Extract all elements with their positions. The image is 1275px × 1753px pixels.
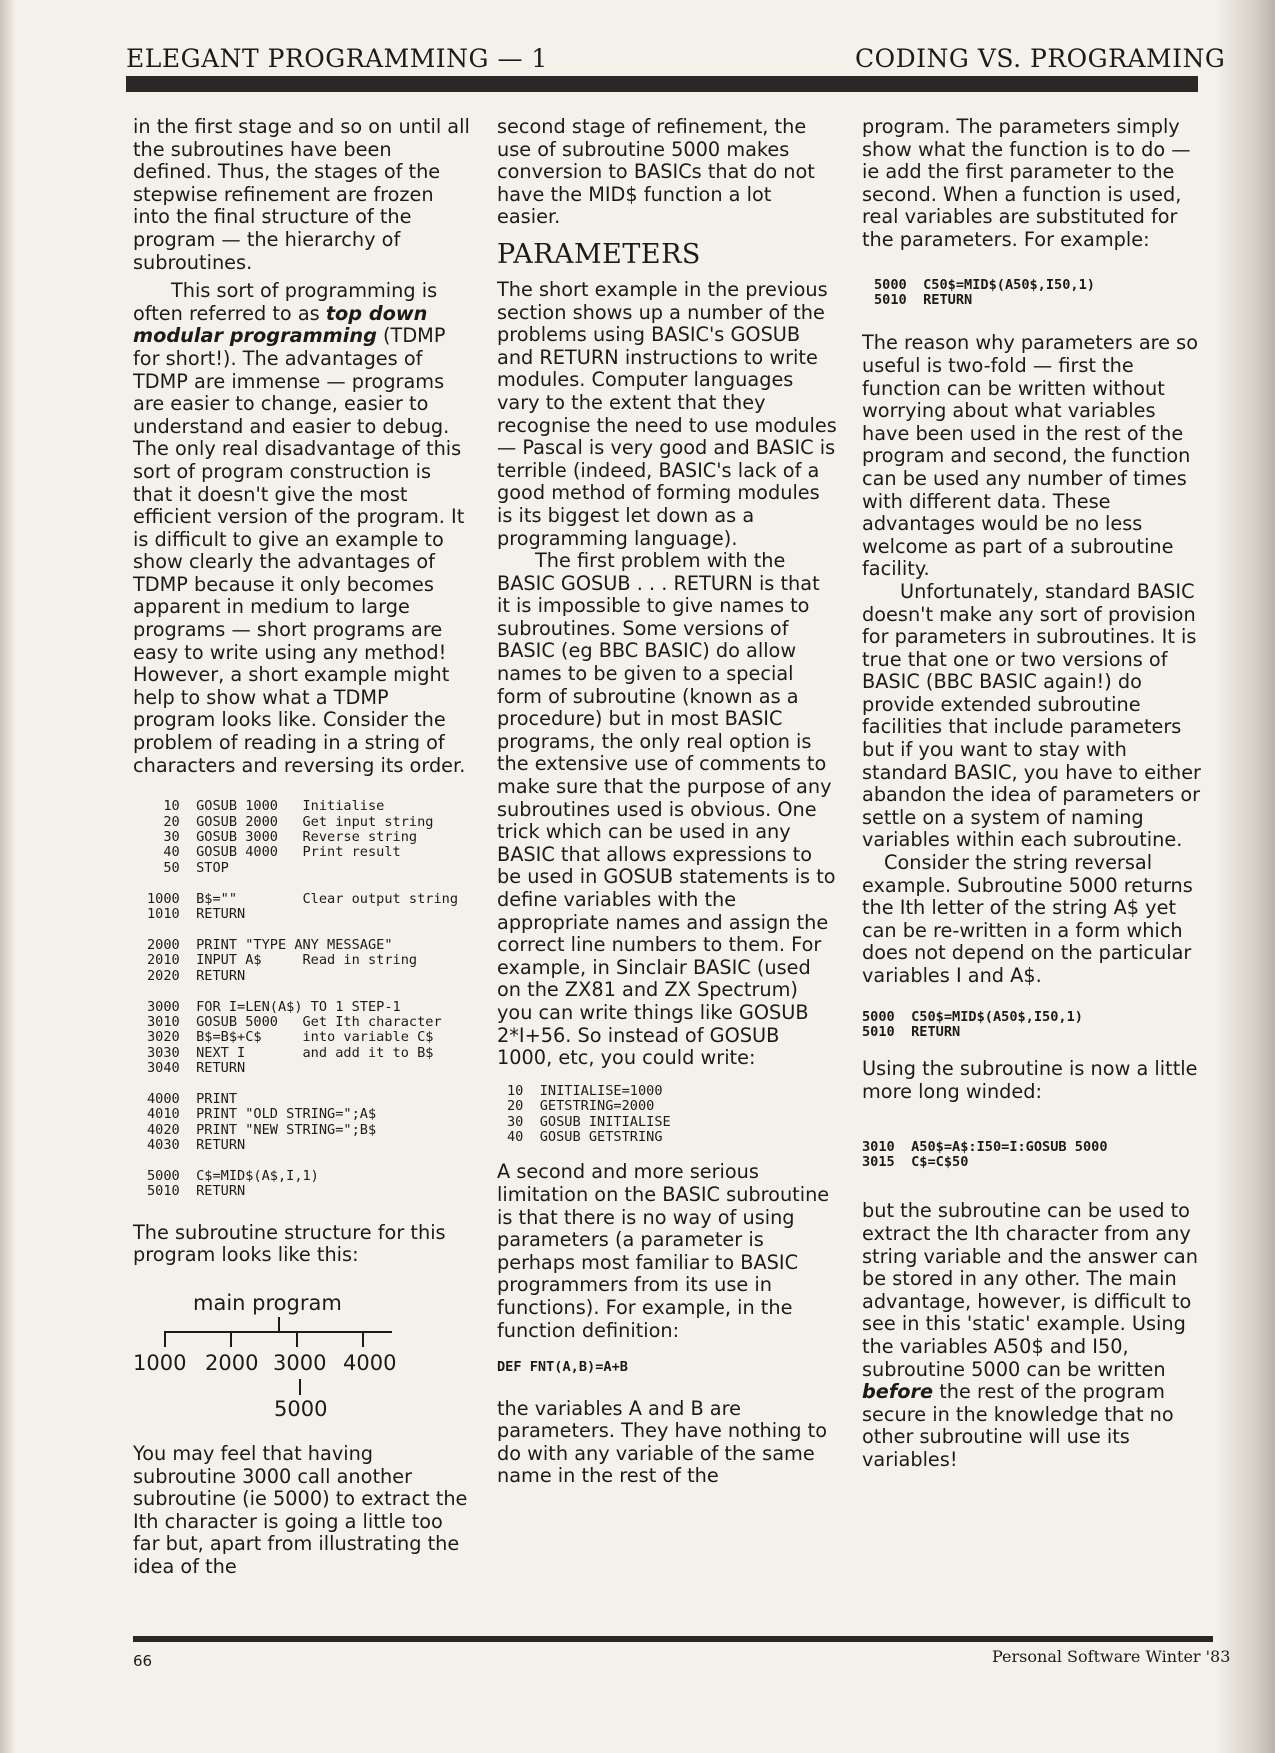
text-run: (TDMP for short!). The advantages of TDMP are immense — programs are easier to change, easier to understand and easier to debug. The only real disadvantage of this sort of program construction is that it doesn't give the most efficient version of the program. It is difficult to give an example to show clearly the advantages of TDMP because it only becomes apparent in medium to large programs — short programs are easy to write using any method! However, a short example might help to show what a TDMP program looks like. Consider the problem of reading in a string of characters and reversing its order. (133, 324, 466, 777)
section-heading: PARAMETERS (497, 238, 701, 270)
paragraph: The reason why parameters are so useful is two-fold — first the function can be written without worrying about what variables have been used in the rest of the program and second, the function can be used any number of times with different data. These advantages would be no less welcome as part of a subroutine facility. (862, 331, 1199, 581)
paragraph: program. The parameters simply show what the function is to do — ie add the first parameter to the second. When a function is used, real variables are substituted for the parameters. For example: (862, 115, 1191, 251)
paragraph: second stage of refinement, the use of subroutine 5000 makes conversion to BASICs that do not have the MID$ function a lot easier. (497, 115, 815, 229)
column-1 (133, 116, 473, 1579)
column-3 (862, 116, 1202, 1472)
running-header-left: ELEGANT PROGRAMMING — 1 (126, 44, 548, 73)
emphasis-text: top down modular programming (133, 301, 428, 348)
tree-node-label: 3000 (273, 1350, 327, 1375)
tree-line (164, 1331, 166, 1347)
tree-line (362, 1331, 364, 1347)
header-rule (126, 76, 1198, 92)
page-shadow-right (1215, 0, 1275, 1753)
page-number: 66 (133, 1652, 153, 1670)
tree-node-label: 1000 (133, 1350, 187, 1375)
code-listing: 5000 C50$=MID$(A50$,I50,1) 5010 RETURN (874, 276, 1095, 308)
paragraph (133, 280, 473, 777)
emphasis-text: before (862, 1380, 934, 1404)
tree-line (296, 1331, 298, 1347)
running-header-right: CODING VS. PROGRAMING (855, 44, 1226, 73)
code-listing: 5000 C50$=MID$(A50$,I50,1) 5010 RETURN (862, 1008, 1083, 1040)
paragraph: A second and more serious limitation on the BASIC subroutine is that there is no way of using parameters (a parameter is perhaps most familiar to BASIC programmers from its use in functions). For example, in the function definition: (497, 1160, 830, 1342)
text-run: but the subroutine can be used to extract the Ith character from any string variable and the answer can be stored in any other. The main advantage, however, is difficult to see in this 'static' example. Using the variables A50$ and I50, subroutine 5000 can be written (862, 1199, 1198, 1381)
paragraph: The subroutine structure for this program looks like this: (133, 1220, 446, 1267)
tree-node-label: 4000 (343, 1350, 397, 1375)
code-listing: DEF FNT(A,B)=A+B (497, 1359, 628, 1376)
paragraph (862, 1200, 1202, 1471)
paragraph: You may feel that having subroutine 3000 call another subroutine (ie 5000) to extract the Ith character is going a little too far but, apart from illustrating the idea of the (133, 1441, 468, 1578)
column-2 (497, 116, 837, 1488)
code-listing: 3010 A50$=A$:I50=I:GOSUB 5000 3015 C$=C$50 (862, 1138, 1108, 1170)
paragraph: Consider the string reversal example. Subroutine 5000 returns the Ith letter of the string A$ yet can be re-written in a form which does not depend on the particular variables I and A$. (862, 851, 1193, 987)
paragraph: the variables A and B are parameters. They have nothing to do with any variable of the same name in the rest of the (497, 1396, 828, 1488)
footer-rule (133, 1636, 1213, 1642)
tree-line (164, 1331, 392, 1333)
paragraph: The short example in the previous section shows up a number of the problems using BASIC's GOSUB and RETURN instructions to write modules. Computer languages vary to the extent that they recognise the need to use modules — Pascal is very good and BASIC is terrible (indeed, BASIC's lack of a good method of forming modules is its biggest let down as a programming language). (497, 277, 837, 550)
page-shadow-left (0, 0, 14, 1753)
tree-root-label: main program (193, 1290, 342, 1315)
text-run: the rest of the program secure in the knowledge that no other subroutine will use its variables! (862, 1380, 1174, 1471)
paragraph: The first problem with the BASIC GOSUB . . . RETURN is that it is impossible to give names to subroutines. Some versions of BASIC (eg BBC BASIC) do allow names to be given to a special form of subroutine (known as a procedure) but in most BASIC programs, the only real option is the extensive use of comments to make sure that the purpose of any subroutines used is obvious. One trick which can be used in any BASIC that allows expressions to be used in GOSUB statements is to define variables with the appropriate names and assign the correct line numbers to them. For example, in Sinclair BASIC (used on the ZX81 and ZX Spectrum) you can write things like GOSUB 2*I+56. So instead of GOSUB 1000, etc, you could write: (497, 549, 836, 1070)
magazine-credit: Personal Software Winter '83 (992, 1647, 1231, 1666)
paragraph: in the first stage and so on until all the subroutines have been defined. Thus, the stages of the stepwise refinement are frozen into the final structure of the program — the hierarchy of subroutines. (133, 115, 470, 274)
code-listing: 10 INITIALISE=1000 20 GETSTRING=2000 30 GOSUB INITIALISE 40 GOSUB GETSTRING (507, 1082, 671, 1145)
tree-line (299, 1379, 301, 1395)
code-listing: 10 GOSUB 1000 Initialise 20 GOSUB 2000 Get input string 30 GOSUB 3000 Reverse string 40 GOSUB 4000 Print result 50 STOP 1000 B$="" Clear output string 1010 RETURN 2000 PRINT "TYPE ANY MESSAGE" 2010 INPUT A$ Read in string 2020 RETURN 3000 FOR I=LEN(A$) TO 1 STEP-1 3010 GOSUB 5000 Get Ith character 3020 B$=B$+C$ into variable C$ 3030 NEXT I and add it to B$ 3040 RETURN 4000 PRINT 4010 PRINT "OLD STRING=";A$ 4020 PRINT "NEW STRING=";B$ 4030 RETURN 5000 C$=MID$(A$,I,1) 5010 RETURN (147, 798, 458, 1200)
subroutine-tree-diagram (133, 1273, 473, 1479)
tree-line (278, 1317, 280, 1332)
tree-node-label: 2000 (205, 1350, 259, 1375)
text-run: This sort of programming is often referred to as (133, 279, 438, 325)
paragraph: Using the subroutine is now a little more long winded: (862, 1057, 1198, 1103)
tree-node-label: 5000 (274, 1396, 328, 1421)
tree-line (230, 1331, 232, 1347)
paragraph: Unfortunately, standard BASIC doesn't make any sort of provision for parameters in subroutines. It is true that one or two versions of BASIC (BBC BASIC again!) do provide extended subroutine facilities that include parameters but if you want to stay with standard BASIC, you have to either abandon the idea of parameters or settle on a system of naming variables within each subroutine. (862, 579, 1201, 852)
